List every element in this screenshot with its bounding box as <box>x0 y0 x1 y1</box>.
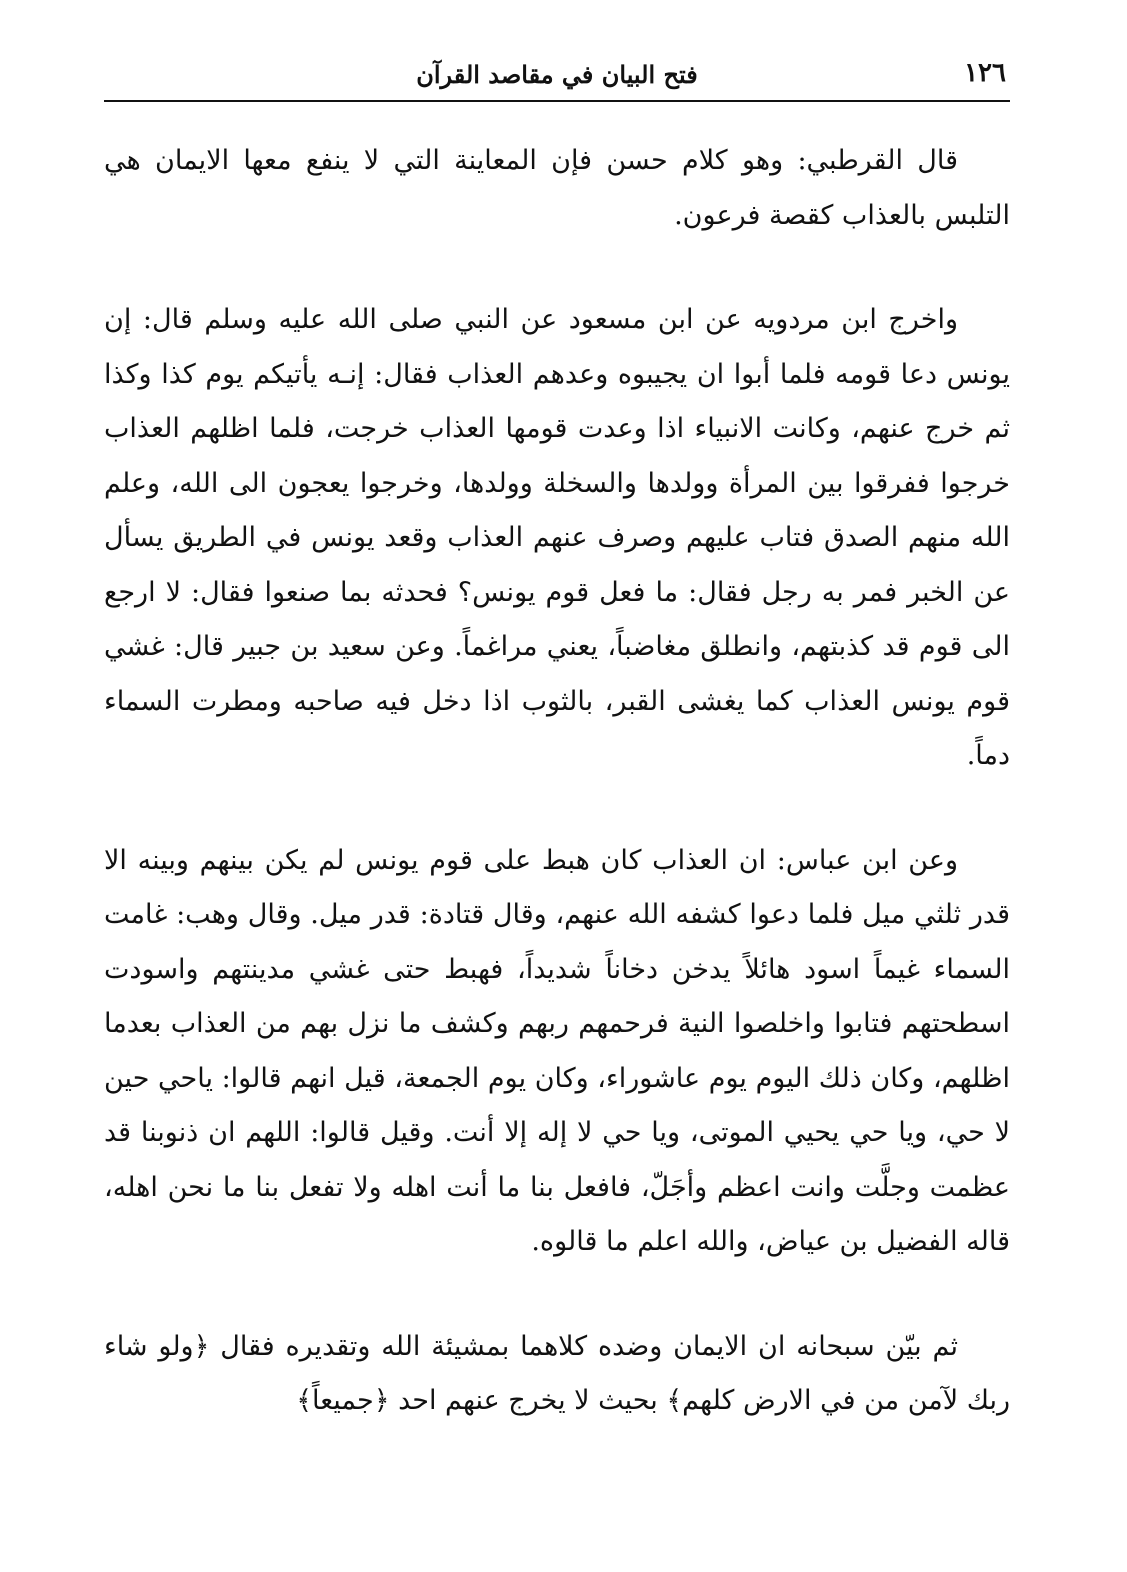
book-title: فتح البيان في مقاصد القرآن <box>416 60 698 89</box>
paragraph-ibn-mardawayh: واخرج ابن مردويه عن ابن مسعود عن النبي صلى الله عليه وسلم قال: إن يونس دعا قومه فلما أبوا ان يجيبوه وعدهم العذاب فقال: إنـه يأتيكم يوم كذا وكذا ثم خرج عنهم، وكانت الانبياء اذا وعدت قومها العذاب خرجت، فلما اظلهم العذاب خرجوا ففرقوا بين المرأة وولدها والسخلة وولدها، وخرجوا يعجون الى الله، وعلم الله منهم الصدق فتاب عليهم وصرف عنهم العذاب وقعد يونس في الطريق يسأل عن الخبر فمر به رجل فقال: ما فعل قوم يونس؟ فحدثه بما صنعوا فقال: لا ارجع الى قوم قد كذبتهم، وانطلق مغاضباً، يعني مراغماً. وعن سعيد بن جبير قال: غشي قوم يونس العذاب كما يغشى القبر، بالثوب اذا دخل فيه صاحبه ومطرت السماء دماً. <box>104 304 1010 771</box>
paragraph-iman-mashia: ثم بيّن سبحانه ان الايمان وضده كلاهما بمشيئة الله وتقديره فقال ﴿ولو شاء ربك لآمن من في الارض كلهم﴾ بحيث لا يخرج عنهم احد ﴿جميعاً﴾ <box>104 1330 1010 1416</box>
page-number: ١٢٦ <box>964 58 1006 88</box>
body-text <box>104 134 1010 1429</box>
book-page <box>104 48 1010 1548</box>
running-header <box>104 48 1010 98</box>
header-rule <box>104 100 1010 102</box>
paragraph-qurtubi: قال القرطبي: وهو كلام حسن فإن المعاينة التي لا ينفع معها الايمان هي التلبس بالعذاب كقصة فرعون. <box>104 145 1010 231</box>
paragraph-ibn-abbas: وعن ابن عباس: ان العذاب كان هبط على قوم يونس لم يكن بينهم وبينه الا قدر ثلثي ميل فلما دعوا كشفه الله عنهم، وقال قتادة: قدر ميل. وقال وهب: غامت السماء غيماً اسود هائلاً يدخن دخاناً شديداً، فهبط حتى غشي مدينتهم واسودت اسطحتهم فتابوا واخلصوا النية فرحمهم ربهم وكشف ما نزل بهم من العذاب بعدما اظلهم، وكان ذلك اليوم يوم عاشوراء، وكان يوم الجمعة، قيل انهم قالوا: ياحي حين لا حي، ويا حي يحيي الموتى، ويا حي لا إله إلا أنت. وقيل قالوا: اللهم ان ذنوبنا قد عظمت وجلَّت وانت اعظم وأجَلّ، فافعل بنا ما أنت اهله ولا تفعل بنا ما نحن اهله، قاله الفضيل بن عياض، والله اعلم ما قالوه. <box>104 844 1010 1257</box>
